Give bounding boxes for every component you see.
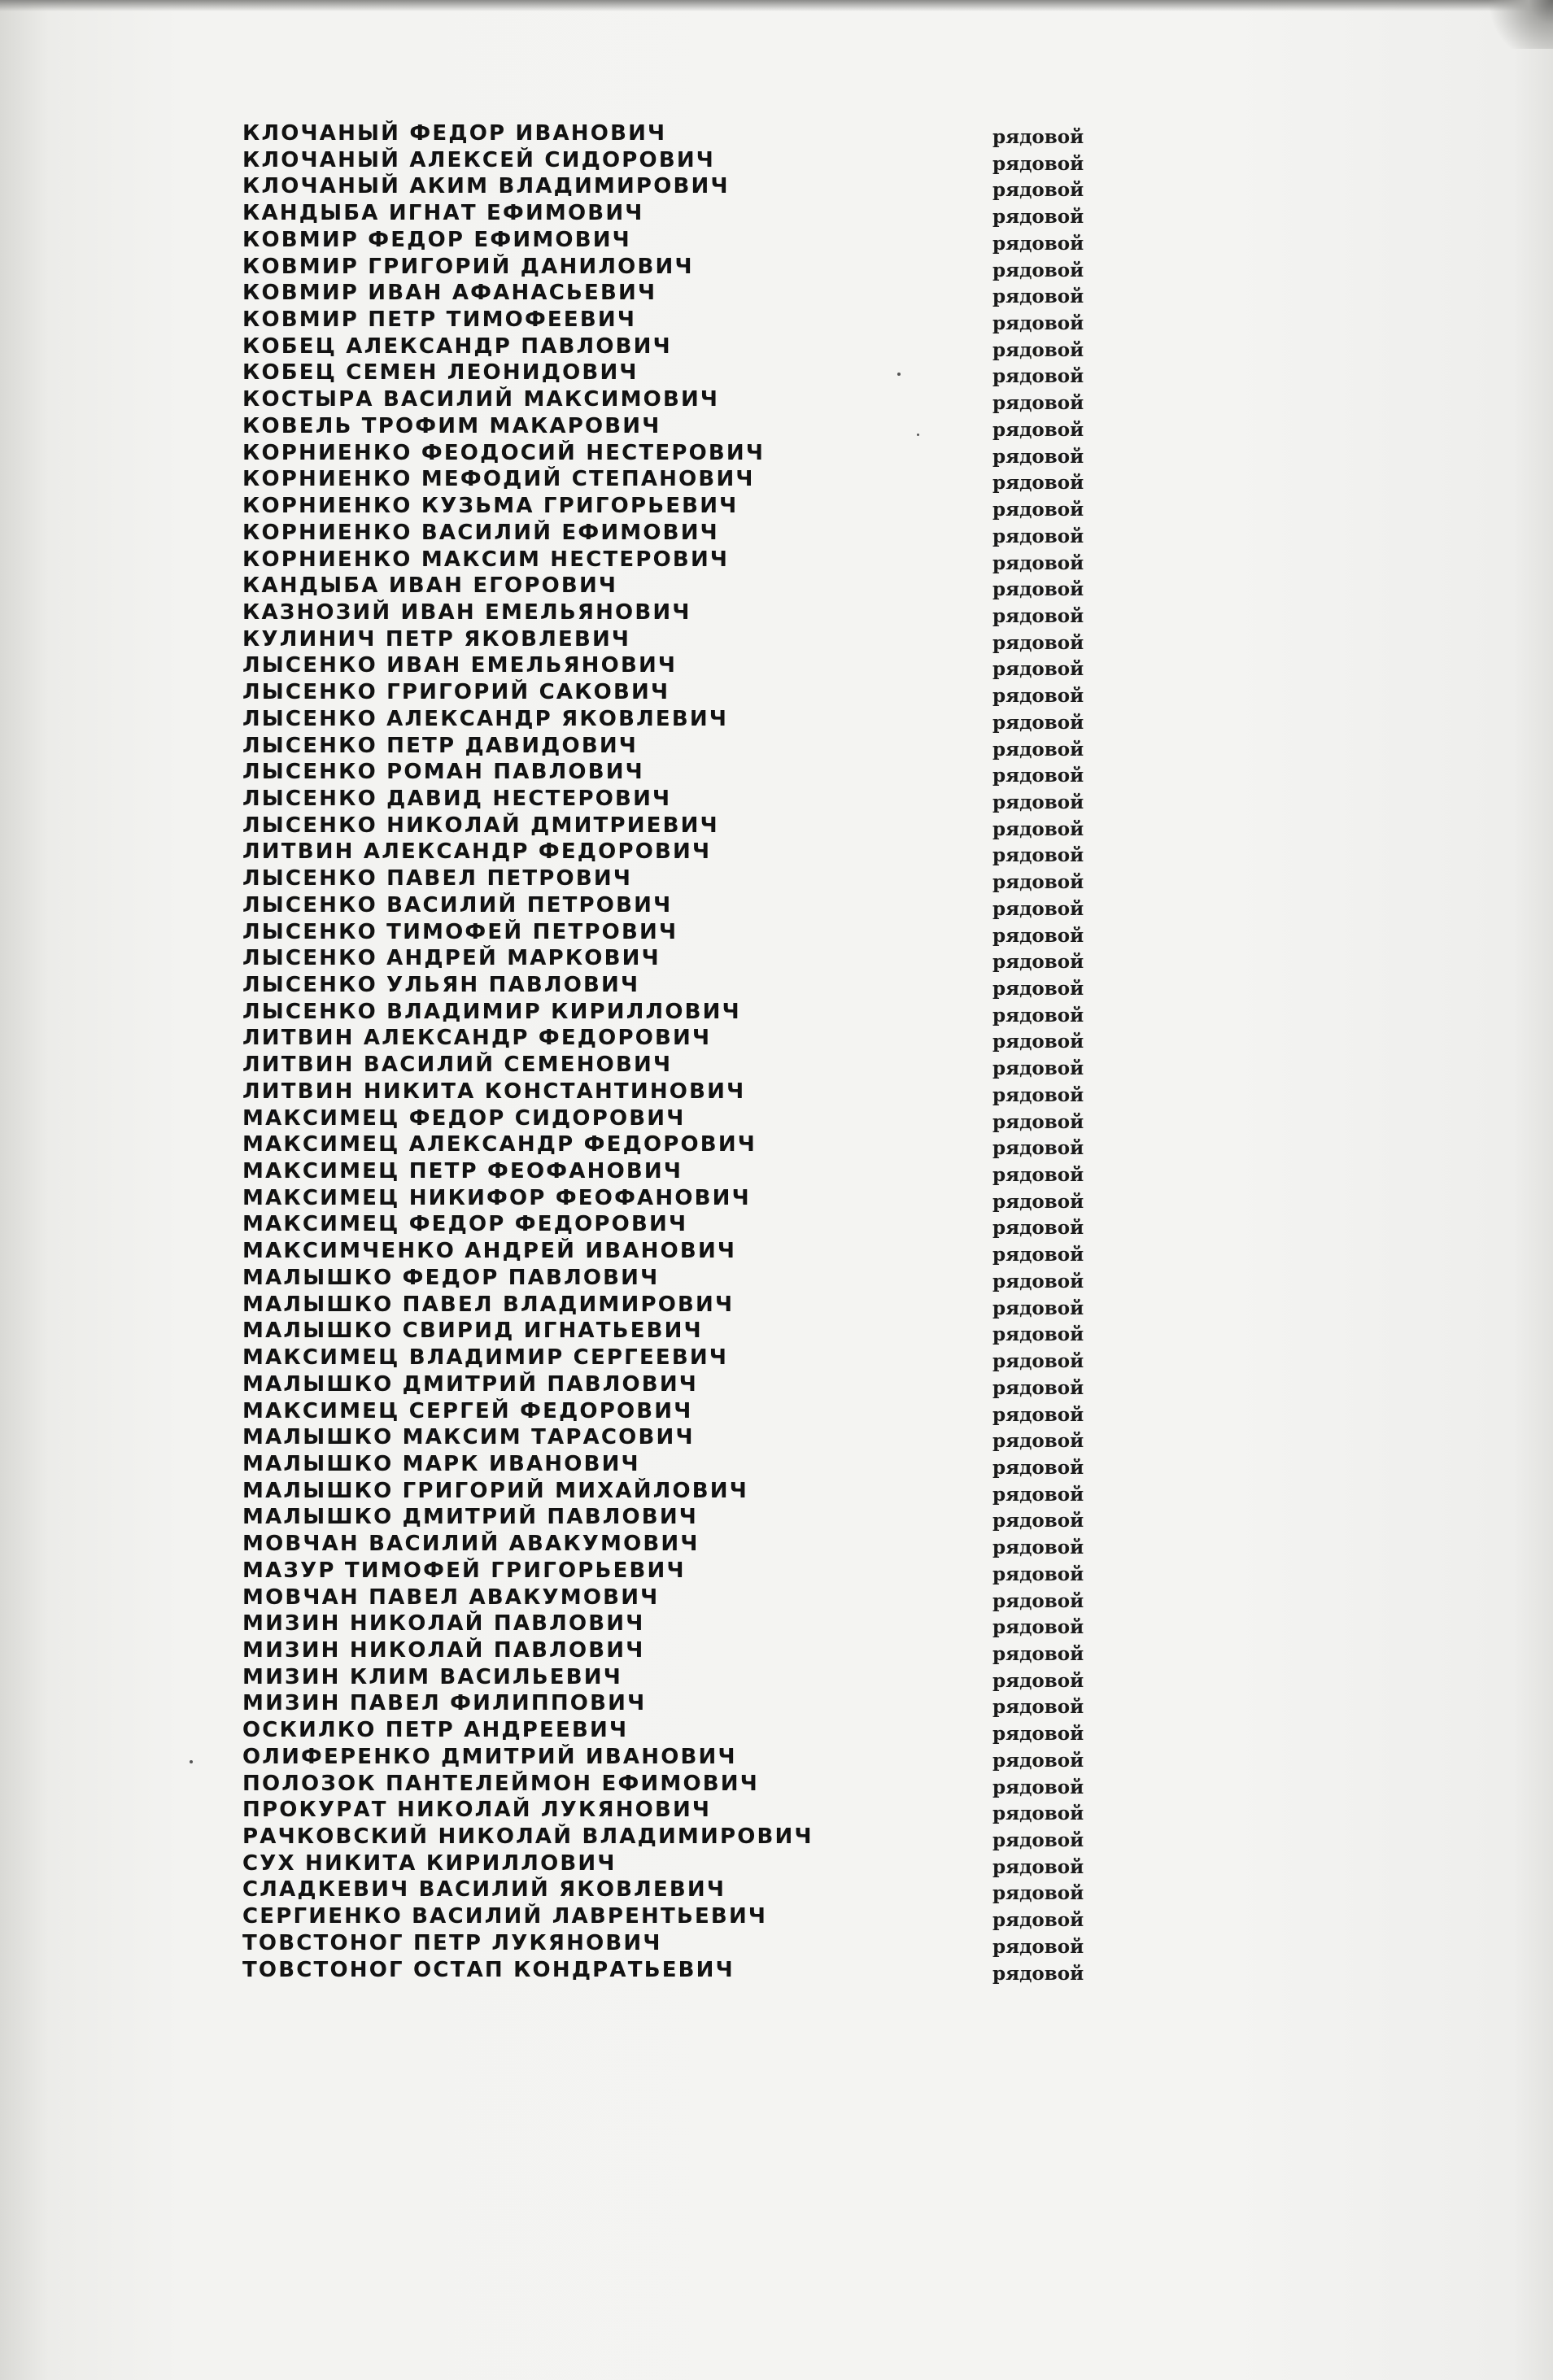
soldier-name: КАНДЫБА ИГНАТ ЕФИМОВИЧ [242, 201, 644, 226]
list-item [0, 1664, 1553, 1691]
soldier-rank: рядовой [992, 924, 1084, 947]
list-item [0, 1052, 1553, 1079]
soldier-rank: рядовой [992, 1962, 1084, 1985]
list-item [0, 786, 1553, 813]
list-item [0, 1424, 1553, 1451]
soldier-rank: рядовой [992, 1350, 1084, 1373]
soldier-name: ЛИТВИН АЛЕКСАНДР ФЕДОРОВИЧ [242, 839, 712, 865]
soldier-rank: рядовой [992, 499, 1084, 521]
soldier-rank: рядовой [992, 1403, 1084, 1426]
soldier-name: ЛЫСЕНКО АНДРЕЙ МАРКОВИЧ [242, 946, 661, 971]
soldier-rank: рядовой [992, 338, 1084, 361]
soldier-name: КОВМИР ФЕДОР ЕФИМОВИЧ [242, 227, 631, 252]
soldier-rank: рядовой [992, 1430, 1084, 1453]
soldier-rank: рядовой [992, 1882, 1084, 1905]
soldier-rank: рядовой [992, 1642, 1084, 1665]
soldier-rank: рядовой [992, 1083, 1084, 1106]
soldier-name: ЛЫСЕНКО РОМАН ПАВЛОВИЧ [242, 760, 644, 785]
list-item [0, 1131, 1553, 1158]
soldier-name: РАЧКОВСКИЙ НИКОЛАЙ ВЛАДИМИРОВИЧ [242, 1824, 814, 1849]
soldier-rank: рядовой [992, 1323, 1084, 1346]
soldier-name: ЛЫСЕНКО ГРИГОРИЙ САКОВИЧ [242, 680, 670, 705]
soldier-name: ТОВСТОНОГ ПЕТР ЛУКЯНОВИЧ [242, 1930, 662, 1955]
page-top-shadow [0, 0, 1553, 11]
list-item [0, 1398, 1553, 1425]
soldier-name: МАКСИМЕЦ ВЛАДИМИР СЕРГЕЕВИЧ [242, 1345, 729, 1371]
soldier-name: МОВЧАН ПАВЕЛ АВАКУМОВИЧ [242, 1584, 660, 1610]
soldier-rank: рядовой [992, 844, 1084, 867]
soldier-name: ЛЫСЕНКО ВАСИЛИЙ ПЕТРОВИЧ [242, 892, 673, 918]
list-item [0, 1451, 1553, 1478]
soldier-name: КОВМИР ПЕТР ТИМОФЕЕВИЧ [242, 307, 637, 333]
soldier-name: ЛЫСЕНКО УЛЬЯН ПАВЛОВИЧ [242, 973, 640, 997]
soldier-rank: рядовой [992, 1190, 1084, 1213]
list-item [0, 706, 1553, 733]
soldier-rank: рядовой [992, 232, 1084, 255]
soldier-rank: рядовой [992, 1776, 1084, 1798]
list-item [0, 547, 1553, 573]
soldier-name: КОВЕЛЬ ТРОФИМ МАКАРОВИЧ [242, 413, 661, 438]
soldier-rank: рядовой [992, 392, 1084, 415]
page-corner-shadow [1480, 0, 1553, 49]
soldier-name: КОБЕЦ АЛЕКСАНДР ПАВЛОВИЧ [242, 333, 672, 359]
list-item [0, 892, 1553, 919]
soldier-name: КАНДЫБА ИВАН ЕГОРОВИЧ [242, 573, 618, 599]
soldier-rank: рядовой [992, 418, 1084, 441]
soldier-name: КОРНИЕНКО КУЗЬМА ГРИГОРЬЕВИЧ [242, 494, 739, 519]
soldier-rank: рядовой [992, 791, 1084, 813]
soldier-name: МИЗИН ПАВЕЛ ФИЛИППОВИЧ [242, 1691, 647, 1716]
soldier-rank: рядовой [992, 871, 1084, 894]
soldier-name: КОВМИР ГРИГОРИЙ ДАНИЛОВИЧ [242, 254, 694, 279]
soldier-name: КОРНИЕНКО МЕФОДИЙ СТЕПАНОВИЧ [242, 467, 755, 492]
list-item [0, 1504, 1553, 1531]
soldier-rank: рядовой [992, 525, 1084, 547]
print-speck [190, 1760, 193, 1763]
list-item [0, 386, 1553, 413]
print-speck [917, 434, 919, 436]
soldier-name: ЛЫСЕНКО АЛЕКСАНДР ЯКОВЛЕВИЧ [242, 706, 729, 731]
list-item [0, 1717, 1553, 1744]
list-item [0, 1105, 1553, 1132]
soldier-name: ЛЫСЕНКО ДАВИД НЕСТЕРОВИЧ [242, 786, 672, 811]
list-item [0, 626, 1553, 653]
soldier-name: МИЗИН КЛИМ ВАСИЛЬЕВИЧ [242, 1664, 622, 1689]
soldier-name: МАЛЫШКО МАКСИМ ТАРАСОВИЧ [242, 1425, 695, 1450]
soldier-name: ЛЫСЕНКО ПАВЕЛ ПЕТРОВИЧ [242, 866, 633, 891]
list-item [0, 1957, 1553, 1984]
soldier-rank: рядовой [992, 1855, 1084, 1878]
soldier-rank: рядовой [992, 1802, 1084, 1825]
list-item [0, 1238, 1553, 1265]
soldier-rank: рядовой [992, 738, 1084, 761]
list-item [0, 1211, 1553, 1238]
list-item [0, 945, 1553, 972]
soldier-name: МАКСИМЧЕНКО АНДРЕЙ ИВАНОВИЧ [242, 1239, 737, 1264]
soldier-name: МАЛЫШКО ФЕДОР ПАВЛОВИЧ [242, 1265, 660, 1290]
soldier-name: КОРНИЕНКО МАКСИМ НЕСТЕРОВИЧ [242, 547, 730, 572]
list-item [0, 865, 1553, 892]
list-item [0, 280, 1553, 307]
soldier-rank: рядовой [992, 1616, 1084, 1639]
soldier-rank: рядовой [992, 1483, 1084, 1506]
soldier-name: МИЗИН НИКОЛАЙ ПАВЛОВИЧ [242, 1611, 645, 1637]
soldier-name: КОРНИЕНКО ФЕОДОСИЙ НЕСТЕРОВИЧ [242, 440, 766, 465]
soldier-name: МАЛЫШКО ПАВЕЛ ВЛАДИМИРОВИЧ [242, 1292, 735, 1317]
soldier-rank: рядовой [992, 978, 1084, 1000]
soldier-rank: рядовой [992, 1031, 1084, 1053]
list-item [0, 759, 1553, 786]
soldier-rank: рядовой [992, 152, 1084, 175]
soldier-name: КОВМИР ИВАН АФАНАСЬЕВИЧ [242, 281, 657, 306]
soldier-name: КОСТЫРА ВАСИЛИЙ МАКСИМОВИЧ [242, 387, 720, 412]
list-item [0, 466, 1553, 493]
soldier-name: МИЗИН НИКОЛАЙ ПАВЛОВИЧ [242, 1637, 645, 1663]
list-item [0, 1371, 1553, 1398]
soldier-rank: рядовой [992, 1696, 1084, 1719]
soldier-name: КЛОЧАНЫЙ ФЕДОР ИВАНОВИЧ [242, 121, 667, 146]
list-item [0, 1079, 1553, 1105]
soldier-rank: рядовой [992, 179, 1084, 202]
list-item [0, 1584, 1553, 1611]
soldier-rank: рядовой [992, 472, 1084, 495]
soldier-rank: рядовой [992, 1297, 1084, 1319]
soldier-name: КАЗНОЗИЙ ИВАН ЕМЕЛЬЯНОВИЧ [242, 599, 691, 625]
list-item [0, 1318, 1553, 1345]
list-item [0, 573, 1553, 599]
list-item [0, 493, 1553, 520]
soldier-rank: рядовой [992, 259, 1084, 281]
list-item [0, 333, 1553, 360]
soldier-rank: рядовой [992, 1057, 1084, 1080]
list-item [0, 1930, 1553, 1957]
list-item [0, 307, 1553, 333]
list-item [0, 1531, 1553, 1558]
soldier-rank: рядовой [992, 951, 1084, 974]
list-item [0, 440, 1553, 467]
list-item [0, 972, 1553, 999]
list-item [0, 1558, 1553, 1584]
list-item [0, 520, 1553, 547]
soldier-rank: рядовой [992, 286, 1084, 308]
soldier-rank: рядовой [992, 765, 1084, 787]
soldier-name: МАКСИМЕЦ ПЕТР ФЕОФАНОВИЧ [242, 1159, 683, 1184]
soldier-rank: рядовой [992, 1829, 1084, 1851]
soldier-name: ЛЫСЕНКО ВЛАДИМИР КИРИЛЛОВИЧ [242, 999, 741, 1024]
list-item [0, 919, 1553, 946]
soldier-rank: рядовой [992, 1004, 1084, 1027]
soldier-rank: рядовой [992, 1110, 1084, 1133]
soldier-name: МАКСИМЕЦ СЕРГЕЙ ФЕДОРОВИЧ [242, 1398, 693, 1423]
list-item [0, 1850, 1553, 1877]
soldier-name: СЕРГИЕНКО ВАСИЛИЙ ЛАВРЕНТЬЕВИЧ [242, 1904, 768, 1929]
list-item [0, 652, 1553, 679]
list-item [0, 147, 1553, 174]
soldier-name: ЛЫСЕНКО НИКОЛАЙ ДМИТРИЕВИЧ [242, 813, 719, 838]
soldier-name: КЛОЧАНЫЙ АКИМ ВЛАДИМИРОВИЧ [242, 174, 730, 199]
soldier-name: СУХ НИКИТА КИРИЛЛОВИЧ [242, 1850, 617, 1876]
list-item [0, 1345, 1553, 1371]
soldier-name: СЛАДКЕВИЧ ВАСИЛИЙ ЯКОВЛЕВИЧ [242, 1877, 726, 1903]
soldier-rank: рядовой [992, 1137, 1084, 1160]
soldier-name: ПОЛОЗОК ПАНТЕЛЕЙМОН ЕФИМОВИЧ [242, 1771, 759, 1796]
soldier-name: ЛЫСЕНКО ТИМОФЕЙ ПЕТРОВИЧ [242, 919, 678, 944]
list-item [0, 999, 1553, 1026]
soldier-name: МАКСИМЕЦ НИКИФОР ФЕОФАНОВИЧ [242, 1185, 751, 1210]
list-item [0, 360, 1553, 386]
soldier-rank: рядовой [992, 1935, 1084, 1958]
list-item [0, 200, 1553, 227]
print-speck [897, 373, 901, 376]
list-item [0, 173, 1553, 200]
soldier-name: МАЛЫШКО ДМИТРИЙ ПАВЛОВИЧ [242, 1371, 698, 1397]
soldier-name: МАЛЫШКО ДМИТРИЙ ПАВЛОВИЧ [242, 1505, 698, 1530]
soldier-name: МАЗУР ТИМОФЕЙ ГРИГОРЬЕВИЧ [242, 1558, 686, 1583]
soldier-rank: рядовой [992, 1669, 1084, 1692]
soldier-rank: рядовой [992, 1244, 1084, 1266]
soldier-rank: рядовой [992, 1537, 1084, 1559]
list-item [0, 733, 1553, 760]
soldier-rank: рядовой [992, 312, 1084, 335]
list-item [0, 1025, 1553, 1052]
soldier-name: МАКСИМЕЦ ФЕДОР ФЕДОРОВИЧ [242, 1212, 688, 1237]
soldier-rank: рядовой [992, 578, 1084, 601]
soldier-rank: рядовой [992, 1164, 1084, 1187]
soldier-name: ОСКИЛКО ПЕТР АНДРЕЕВИЧ [242, 1718, 629, 1743]
soldier-list [0, 120, 1553, 1983]
soldier-rank: рядовой [992, 126, 1084, 148]
soldier-name: МАЛЫШКО СВИРИД ИГНАТЬЕВИЧ [242, 1319, 703, 1344]
soldier-rank: рядовой [992, 1563, 1084, 1585]
soldier-rank: рядовой [992, 1749, 1084, 1772]
list-item [0, 1637, 1553, 1664]
soldier-name: МАЛЫШКО МАРК ИВАНОВИЧ [242, 1451, 640, 1476]
soldier-rank: рядовой [992, 206, 1084, 229]
soldier-name: ОЛИФЕРЕНКО ДМИТРИЙ ИВАНОВИЧ [242, 1744, 737, 1769]
soldier-rank: рядовой [992, 1723, 1084, 1746]
list-item [0, 120, 1553, 147]
list-item [0, 254, 1553, 281]
soldier-name: МОВЧАН ВАСИЛИЙ АВАКУМОВИЧ [242, 1532, 700, 1557]
list-item [0, 599, 1553, 626]
soldier-name: МАЛЫШКО ГРИГОРИЙ МИХАЙЛОВИЧ [242, 1478, 748, 1503]
soldier-rank: рядовой [992, 1510, 1084, 1532]
soldier-name: КЛОЧАНЫЙ АЛЕКСЕЙ СИДОРОВИЧ [242, 147, 716, 172]
soldier-rank: рядовой [992, 604, 1084, 627]
list-item [0, 1611, 1553, 1637]
soldier-name: ЛИТВИН АЛЕКСАНДР ФЕДОРОВИЧ [242, 1026, 712, 1051]
soldier-rank: рядовой [992, 711, 1084, 734]
soldier-rank: рядовой [992, 1456, 1084, 1479]
list-item [0, 839, 1553, 865]
soldier-rank: рядовой [992, 685, 1084, 708]
soldier-name: ЛИТВИН НИКИТА КОНСТАНТИНОВИЧ [242, 1079, 746, 1104]
soldier-name: ПРОКУРАТ НИКОЛАЙ ЛУКЯНОВИЧ [242, 1798, 712, 1823]
list-item [0, 813, 1553, 839]
list-item [0, 1771, 1553, 1798]
list-item [0, 413, 1553, 440]
list-item [0, 227, 1553, 254]
soldier-name: МАКСИМЕЦ ФЕДОР СИДОРОВИЧ [242, 1105, 686, 1131]
soldier-rank: рядовой [992, 1589, 1084, 1612]
soldier-rank: рядовой [992, 817, 1084, 840]
list-item [0, 1478, 1553, 1505]
soldier-name: МАКСИМЕЦ АЛЕКСАНДР ФЕДОРОВИЧ [242, 1132, 757, 1157]
list-item [0, 1877, 1553, 1903]
list-item [0, 679, 1553, 706]
soldier-rank: рядовой [992, 551, 1084, 574]
list-item [0, 1903, 1553, 1930]
soldier-rank: рядовой [992, 1909, 1084, 1932]
soldier-name: КУЛИНИЧ ПЕТР ЯКОВЛЕВИЧ [242, 626, 631, 652]
soldier-rank: рядовой [992, 1270, 1084, 1292]
list-item [0, 1292, 1553, 1319]
soldier-rank: рядовой [992, 1217, 1084, 1240]
soldier-rank: рядовой [992, 445, 1084, 468]
soldier-rank: рядовой [992, 897, 1084, 920]
soldier-name: ЛИТВИН ВАСИЛИЙ СЕМЕНОВИЧ [242, 1053, 673, 1078]
list-item [0, 1158, 1553, 1185]
soldier-name: КОБЕЦ СЕМЕН ЛЕОНИДОВИЧ [242, 360, 639, 386]
list-item [0, 1690, 1553, 1717]
soldier-rank: рядовой [992, 631, 1084, 654]
soldier-name: ТОВСТОНОГ ОСТАП КОНДРАТЬЕВИЧ [242, 1957, 735, 1982]
soldier-rank: рядовой [992, 1376, 1084, 1399]
soldier-name: КОРНИЕНКО ВАСИЛИЙ ЕФИМОВИЧ [242, 520, 719, 545]
list-item [0, 1744, 1553, 1771]
list-item [0, 1797, 1553, 1824]
soldier-name: ЛЫСЕНКО ИВАН ЕМЕЛЬЯНОВИЧ [242, 653, 678, 678]
soldier-rank: рядовой [992, 365, 1084, 388]
soldier-name: ЛЫСЕНКО ПЕТР ДАВИДОВИЧ [242, 733, 639, 758]
list-item [0, 1265, 1553, 1292]
list-item [0, 1824, 1553, 1850]
list-item [0, 1185, 1553, 1212]
soldier-rank: рядовой [992, 658, 1084, 681]
